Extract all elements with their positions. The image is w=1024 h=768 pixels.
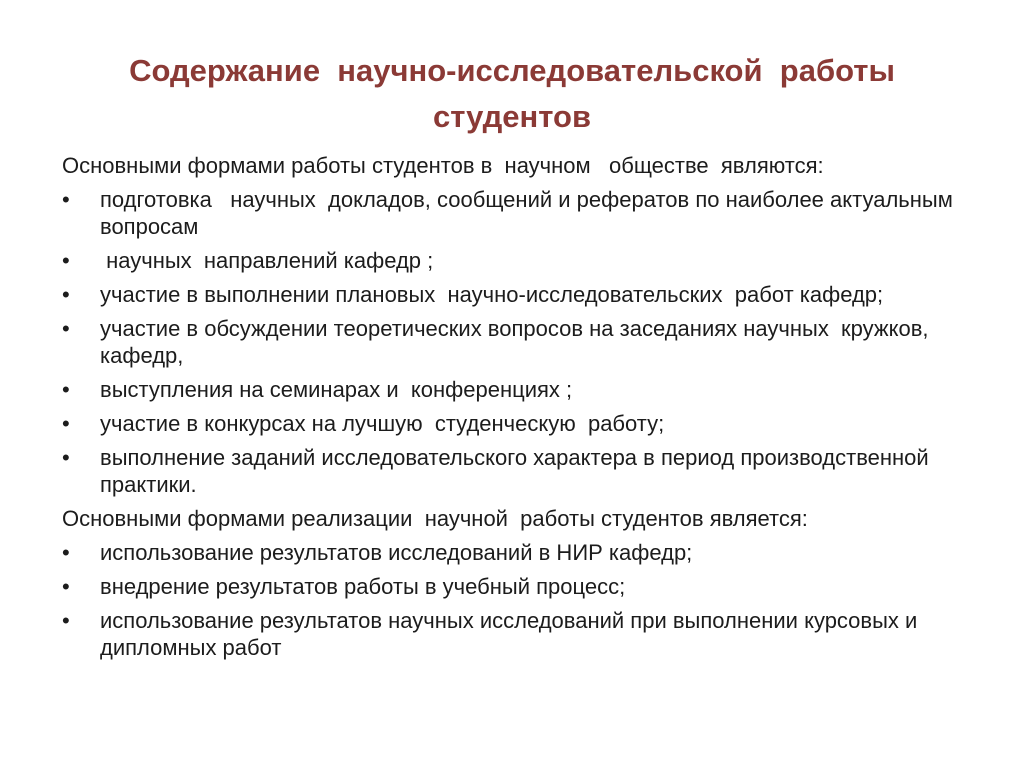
bullet-icon: • [62,411,70,436]
list-item-text: выступления на семинарах и конференциях ; [100,377,573,402]
bullet-icon: • [62,248,70,273]
bullet-icon: • [62,445,70,470]
list-item [62,539,972,566]
slide-body [62,152,972,668]
list-item-text: использование результатов научных исследований при выполнении курсовых и дипломных работ [100,608,924,660]
bullet-icon: • [62,282,70,307]
list-item-text: подготовка научных докладов, сообщений и рефератов по наиболее актуальным вопросам [100,187,959,239]
list-item-text: участие в обсуждении теоретических вопросов на заседаниях научных кружков, кафедр, [100,316,935,368]
list-item [62,247,972,274]
section-1-list [62,186,972,498]
bullet-icon: • [62,574,70,599]
bullet-icon: • [62,608,70,633]
bullet-icon: • [62,540,70,565]
bullet-icon: • [62,187,70,212]
bullet-icon: • [62,316,70,341]
list-item [62,410,972,437]
list-item [62,573,972,600]
list-item [62,281,972,308]
section-1-intro: Основными формами работы студентов в научном обществе являются: [62,153,824,178]
section-2-list [62,539,972,661]
section-2-intro: Основными формами реализации научной работы студентов является: [62,506,808,531]
bullet-icon: • [62,377,70,402]
list-item [62,315,972,369]
slide-title: Содержание научно-исследовательской работы студентов [129,53,904,134]
list-item-text: участие в выполнении плановых научно-исследовательских работ кафедр; [100,282,884,307]
list-item [62,186,972,240]
list-item-text: научных направлений кафедр ; [100,248,434,273]
list-item [62,444,972,498]
list-item-text: внедрение результатов работы в учебный процесс; [100,574,626,599]
list-item-text: выполнение заданий исследовательского характера в период производственной практики. [100,445,935,497]
list-item [62,607,972,661]
list-item [62,376,972,403]
list-item-text: использование результатов исследований в НИР кафедр; [100,540,693,565]
list-item-text: участие в конкурсах на лучшую студенческую работу; [100,411,665,436]
